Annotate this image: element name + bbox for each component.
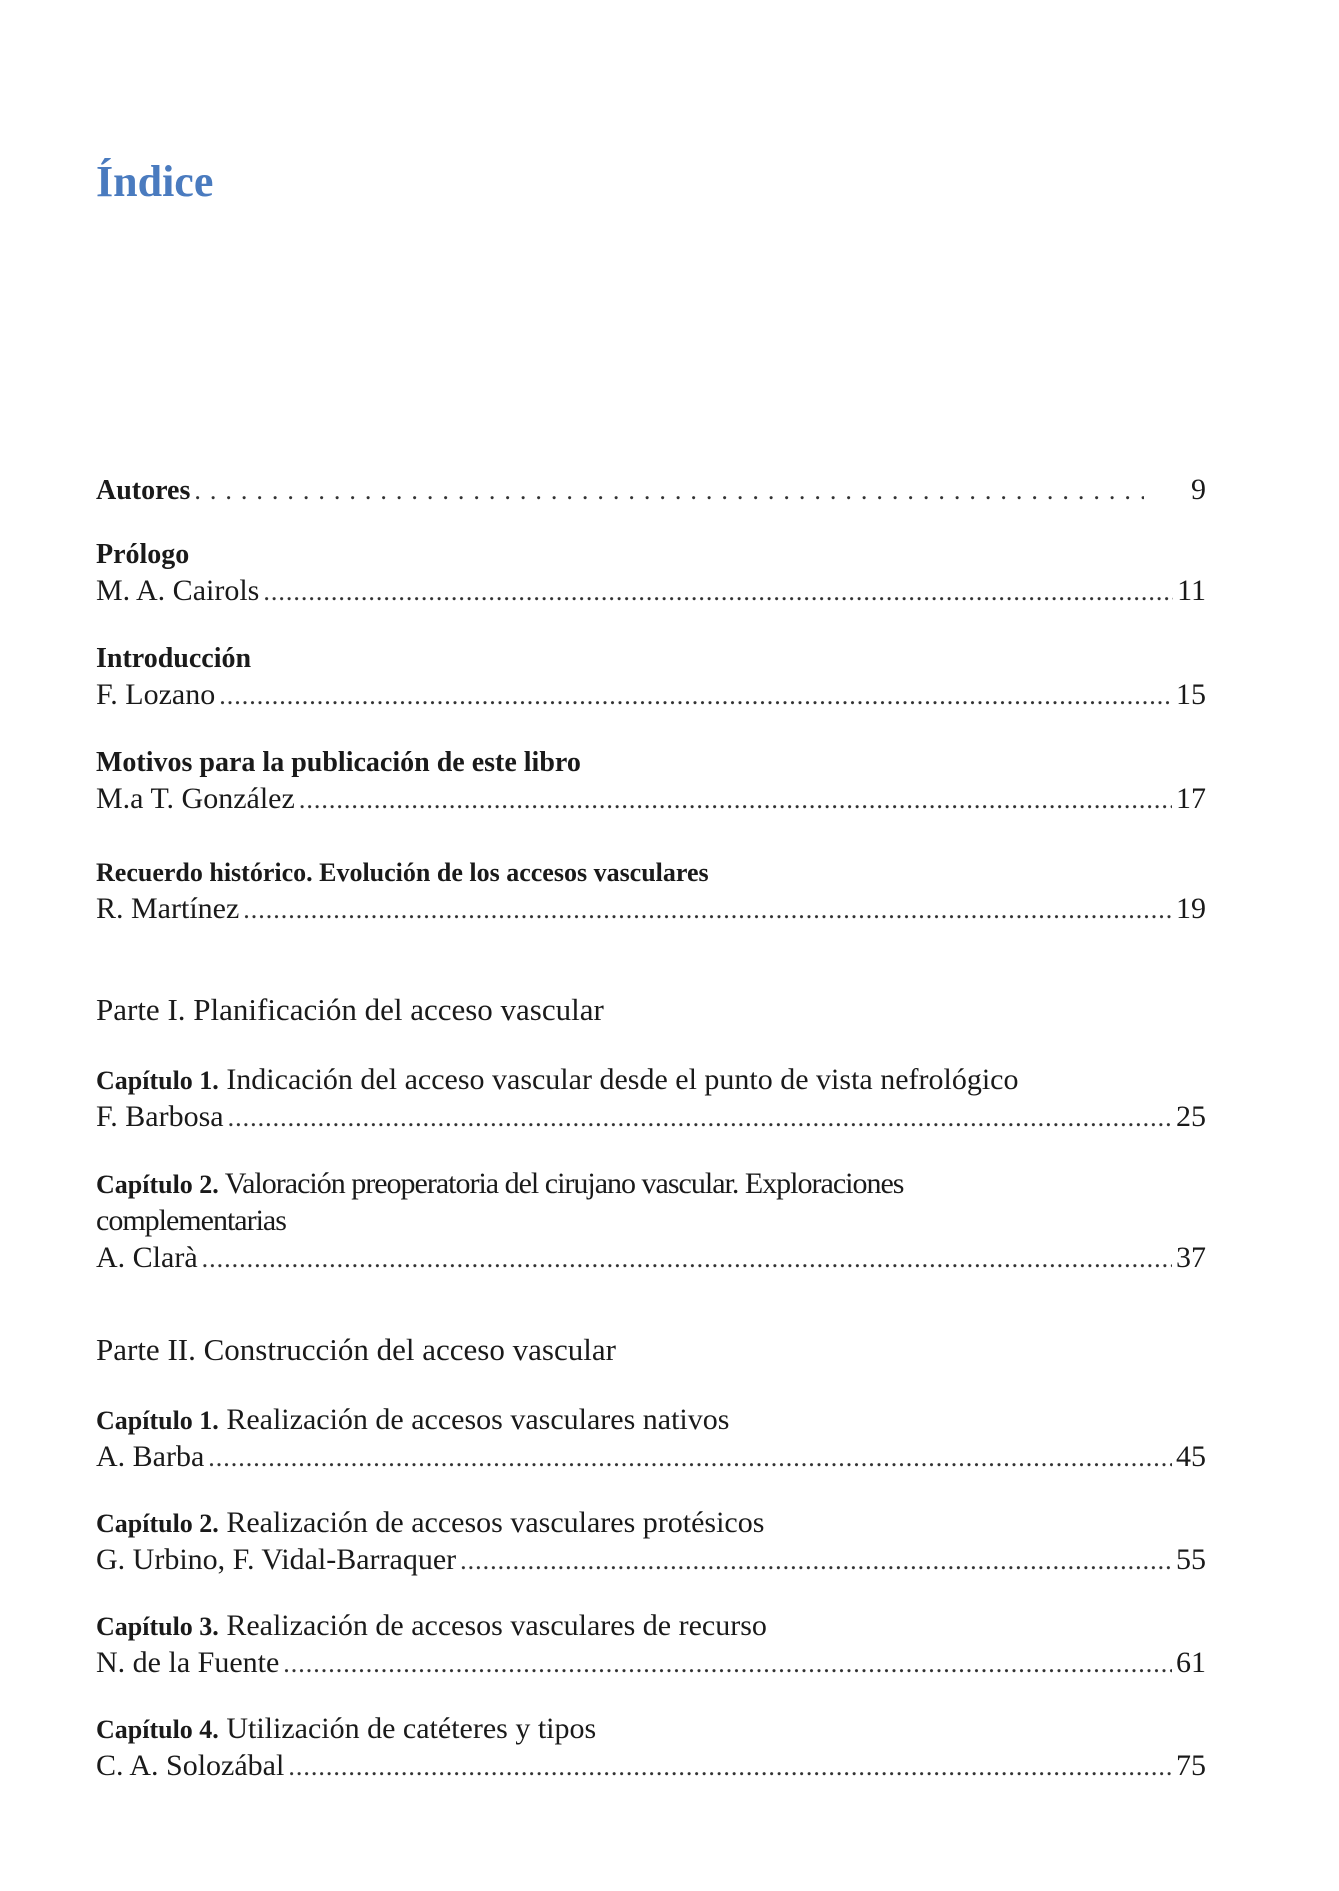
chapter-label: Capítulo 2. bbox=[96, 1170, 219, 1199]
dot-leader bbox=[283, 1646, 1172, 1682]
page-number: 37 bbox=[1176, 1241, 1206, 1274]
page-number: 25 bbox=[1176, 1100, 1206, 1133]
toc-entry-heading bbox=[96, 1166, 1096, 1240]
chapter-label: Capítulo 3. bbox=[96, 1612, 219, 1641]
dot-leader bbox=[228, 1100, 1172, 1136]
toc-entry-chapter[interactable] bbox=[96, 1062, 1206, 1136]
toc-entry-heading: Recuerdo histórico. Evolución de los accesos vasculares bbox=[96, 858, 709, 887]
toc-entry-author: F. Lozano bbox=[96, 678, 216, 711]
toc-entry-heading: Motivos para la publicación de este libro bbox=[96, 747, 581, 778]
toc-entry-heading bbox=[96, 1711, 1206, 1748]
toc-entry-author: N. de la Fuente bbox=[96, 1646, 280, 1679]
page-number: 75 bbox=[1176, 1749, 1206, 1782]
toc-entry-chapter[interactable] bbox=[96, 1608, 1206, 1682]
toc-entry-prologo[interactable] bbox=[96, 537, 1206, 610]
toc-line bbox=[96, 677, 1206, 714]
dot-leader bbox=[208, 1440, 1172, 1476]
page-number: 15 bbox=[1176, 678, 1206, 711]
toc-entry-heading bbox=[96, 1062, 1206, 1099]
toc-entry-heading: Prólogo bbox=[96, 539, 190, 570]
chapter-label: Capítulo 2. bbox=[96, 1509, 219, 1538]
chapter-title: Indicación del acceso vascular desde el punto de vista nefrológico bbox=[218, 1063, 1019, 1096]
dot-leader bbox=[243, 892, 1172, 928]
toc-line bbox=[96, 891, 1206, 928]
toc-line bbox=[96, 1748, 1206, 1785]
page-number: 19 bbox=[1176, 892, 1206, 925]
toc-entry-author: G. Urbino, F. Vidal-Barraquer bbox=[96, 1543, 457, 1576]
page-number: 11 bbox=[1177, 574, 1206, 607]
toc-line bbox=[96, 1240, 1206, 1277]
toc-entry-heading: Introducción bbox=[96, 643, 252, 674]
page-number: 55 bbox=[1176, 1543, 1206, 1576]
chapter-label: Capítulo 1. bbox=[96, 1066, 219, 1095]
dot-leader bbox=[288, 1749, 1172, 1785]
toc-line bbox=[96, 472, 1206, 509]
dot-leader bbox=[202, 1241, 1172, 1277]
chapter-title: Valoración preoperatoria del cirujano vascular. Exploraciones complementarias bbox=[96, 1167, 904, 1237]
toc-line bbox=[96, 1439, 1206, 1476]
toc-line bbox=[96, 1645, 1206, 1682]
dot-leader bbox=[194, 473, 1144, 509]
toc-entry-author: A. Barba bbox=[96, 1440, 205, 1473]
part-heading: Parte II. Construcción del acceso vascular bbox=[96, 1332, 616, 1367]
dot-leader bbox=[460, 1543, 1172, 1579]
chapter-title: Utilización de catéteres y tipos bbox=[218, 1712, 597, 1745]
chapter-title: Realización de accesos vasculares protésicos bbox=[218, 1506, 765, 1539]
toc-entry-motivos[interactable] bbox=[96, 745, 1206, 818]
toc-entry-autores[interactable] bbox=[96, 472, 1206, 509]
toc-line bbox=[96, 1099, 1206, 1136]
toc-entry-chapter[interactable] bbox=[96, 1711, 1206, 1785]
dot-leader bbox=[299, 782, 1172, 818]
toc-entry-heading bbox=[96, 1505, 1206, 1542]
toc-entry-label: Autores bbox=[96, 475, 191, 506]
page-number: 17 bbox=[1176, 782, 1206, 815]
toc-entry-author: R. Martínez bbox=[96, 892, 240, 925]
page-number: 61 bbox=[1176, 1646, 1206, 1679]
toc-entry-introduccion[interactable] bbox=[96, 641, 1206, 714]
toc-entry-heading bbox=[96, 1608, 1206, 1645]
toc-entry-author: F. Barbosa bbox=[96, 1100, 224, 1133]
dot-leader bbox=[263, 574, 1173, 610]
toc-entry-chapter[interactable] bbox=[96, 1505, 1206, 1579]
toc-entry-chapter[interactable] bbox=[96, 1402, 1206, 1476]
chapter-title: Realización de accesos vasculares nativos bbox=[218, 1403, 730, 1436]
toc-entry-author: A. Clarà bbox=[96, 1241, 198, 1274]
toc-line bbox=[96, 573, 1206, 610]
dot-leader bbox=[219, 678, 1172, 714]
page-number: 45 bbox=[1176, 1440, 1206, 1473]
toc-entry-author: C. A. Solozábal bbox=[96, 1749, 285, 1782]
toc-entry-chapter[interactable] bbox=[96, 1166, 1206, 1277]
chapter-label: Capítulo 1. bbox=[96, 1406, 219, 1435]
part-heading: Parte I. Planificación del acceso vascular bbox=[96, 992, 604, 1027]
toc-entry-recuerdo[interactable] bbox=[96, 855, 1206, 928]
page-number: 9 bbox=[1191, 473, 1206, 506]
toc-line bbox=[96, 1542, 1206, 1579]
toc-entry-heading bbox=[96, 1402, 1206, 1439]
chapter-label: Capítulo 4. bbox=[96, 1715, 219, 1744]
page-title: Índice bbox=[96, 157, 214, 206]
chapter-title: Realización de accesos vasculares de recurso bbox=[218, 1609, 767, 1642]
toc-line bbox=[96, 781, 1206, 818]
toc-entry-author: M.a T. González bbox=[96, 782, 295, 815]
toc-entry-author: M. A. Cairols bbox=[96, 574, 260, 607]
